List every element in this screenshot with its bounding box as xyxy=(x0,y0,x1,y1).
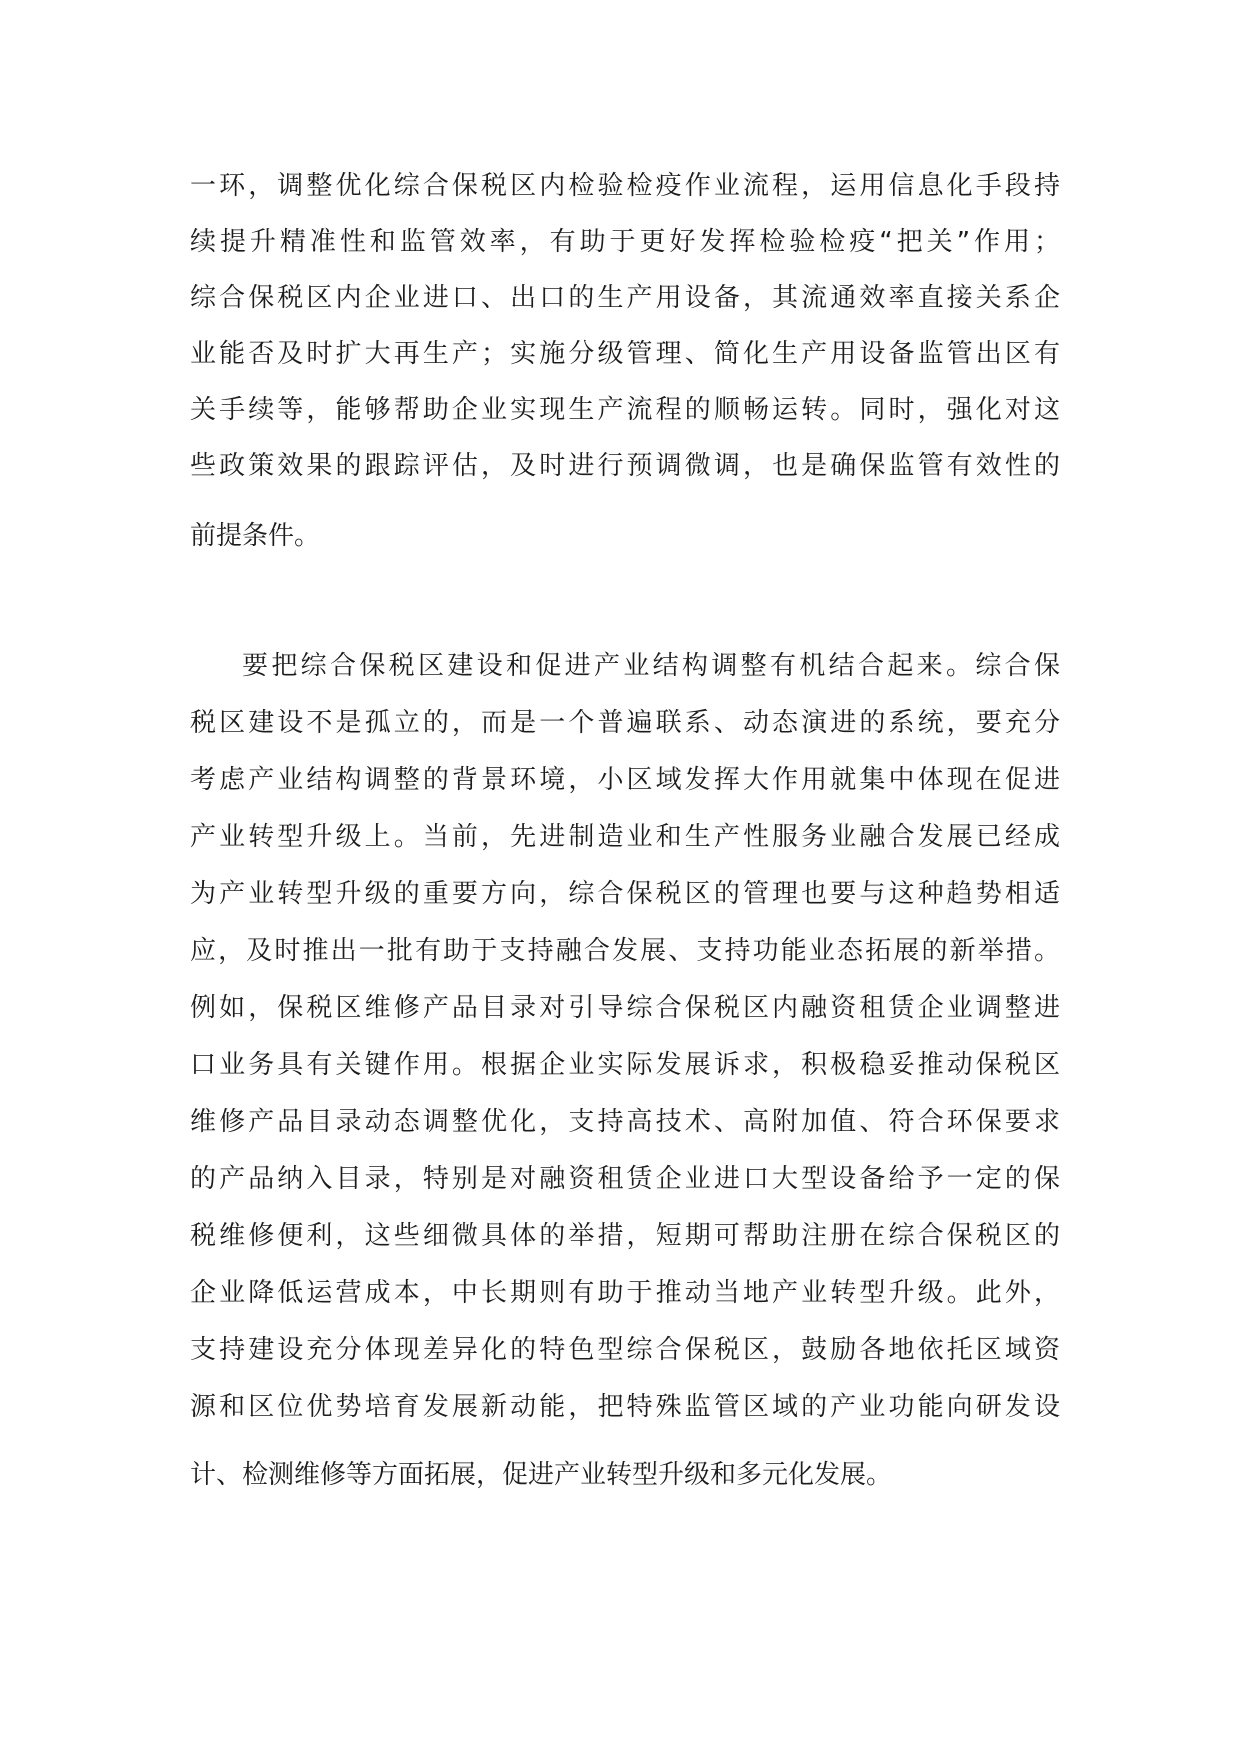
text-line: 维修产品目录动态调整优化，支持高技术、高附加值、符合环保要求 xyxy=(190,1107,1060,1137)
text-line: 税维修便利，这些细微具体的举措，短期可帮助注册在综合保税区的 xyxy=(190,1221,1060,1251)
text-line: 口业务具有关键作用。根据企业实际发展诉求，积极稳妥推动保税区 xyxy=(190,1050,1060,1080)
text-line: 为产业转型升级的重要方向，综合保税区的管理也要与这种趋势相适 xyxy=(190,879,1060,909)
text-line: 前提条件。 xyxy=(190,521,321,551)
text-line: 综合保税区内企业进口、出口的生产用设备，其流通效率直接关系企 xyxy=(190,283,1060,313)
text-line: 要把综合保税区建设和促进产业结构调整有机结合起来。综合保 xyxy=(242,651,1060,681)
text-line: 计、检测维修等方面拓展，促进产业转型升级和多元化发展。 xyxy=(190,1460,893,1490)
text-line: 源和区位优势培育发展新动能，把特殊监管区域的产业功能向研发设 xyxy=(190,1392,1060,1422)
text-line: 的产品纳入目录，特别是对融资租赁企业进口大型设备给予一定的保 xyxy=(190,1164,1060,1194)
text-line: 税区建设不是孤立的，而是一个普遍联系、动态演进的系统，要充分 xyxy=(190,708,1060,738)
text-line: 企业降低运营成本，中长期则有助于推动当地产业转型升级。此外， xyxy=(190,1278,1060,1308)
text-line: 续提升精准性和监管效率，有助于更好发挥检验检疫“把关”作用； xyxy=(190,227,1060,257)
text-line: 一环，调整优化综合保税区内检验检疫作业流程，运用信息化手段持 xyxy=(190,171,1060,201)
text-line: 应，及时推出一批有助于支持融合发展、支持功能业态拓展的新举措。 xyxy=(190,936,1060,966)
text-line: 例如，保税区维修产品目录对引导综合保税区内融资租赁企业调整进 xyxy=(190,993,1060,1023)
text-line: 关手续等，能够帮助企业实现生产流程的顺畅运转。同时，强化对这 xyxy=(190,395,1060,425)
text-line: 产业转型升级上。当前，先进制造业和生产性服务业融合发展已经成 xyxy=(190,822,1060,852)
text-line: 些政策效果的跟踪评估，及时进行预调微调，也是确保监管有效性的 xyxy=(190,451,1060,481)
text-line: 支持建设充分体现差异化的特色型综合保税区，鼓励各地依托区域资 xyxy=(190,1335,1060,1365)
text-line: 考虑产业结构调整的背景环境，小区域发挥大作用就集中体现在促进 xyxy=(190,765,1060,795)
text-line: 业能否及时扩大再生产；实施分级管理、简化生产用设备监管出区有 xyxy=(190,339,1060,369)
